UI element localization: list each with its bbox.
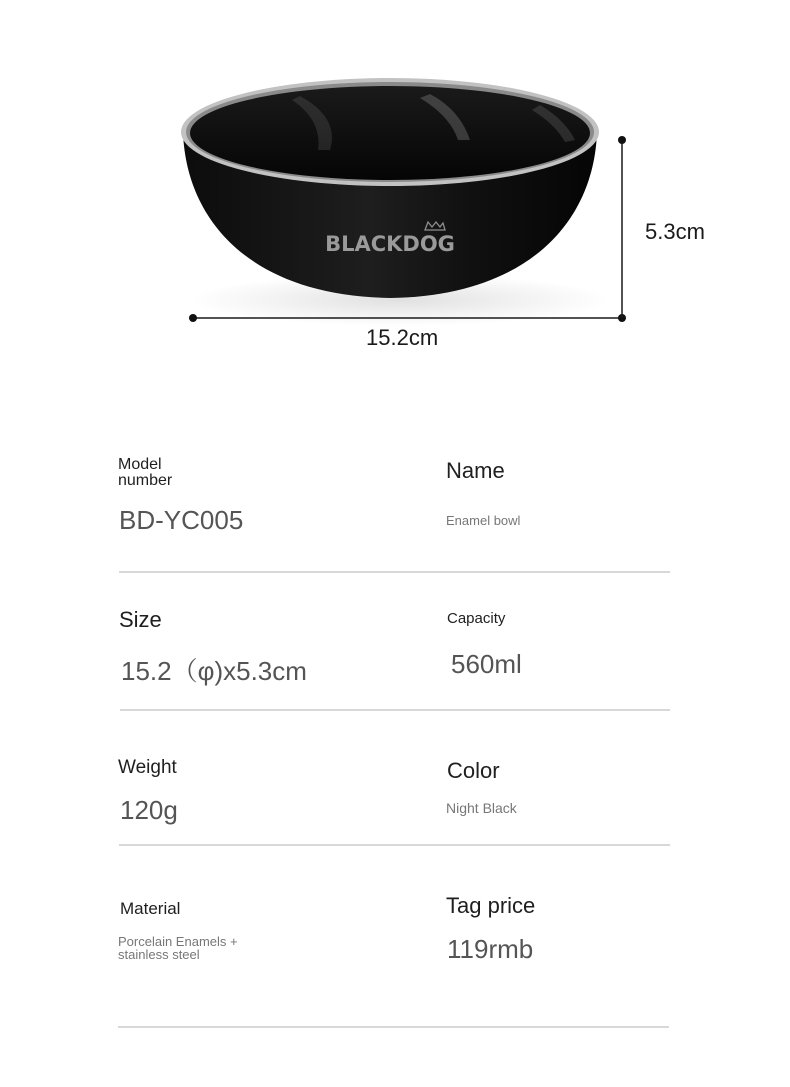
size-label: Size (119, 607, 162, 632)
weight-value: 120g (120, 795, 178, 825)
bowl-interior (190, 86, 590, 180)
width-dimension-dot-left (189, 314, 197, 322)
color-value: Night Black (446, 800, 517, 816)
tag-price-label: Tag price (446, 893, 536, 918)
name-label: Name (446, 458, 505, 483)
capacity-label: Capacity (447, 610, 506, 627)
height-dimension-dot-top (618, 136, 626, 144)
material-value: Porcelain Enamels + stainless steel (118, 934, 238, 962)
bowl-product-image (0, 0, 790, 380)
capacity-value: 560ml (451, 649, 522, 679)
height-dimension-label: 5.3cm (645, 219, 705, 244)
weight-label: Weight (118, 757, 177, 778)
name-value: Enamel bowl (446, 513, 521, 528)
row-divider (119, 571, 670, 573)
width-dimension-label: 15.2cm (366, 325, 439, 350)
brand-logo: BLACKDOG (325, 232, 455, 256)
color-label: Color (447, 758, 500, 783)
tag-price-value: 119rmb (447, 934, 534, 964)
model-number-label: Model number (118, 456, 173, 489)
model-number-value: BD-YC005 (119, 505, 244, 535)
material-label: Material (120, 899, 181, 918)
row-divider (120, 709, 670, 711)
size-value: 15.2（φ)x5.3cm (121, 656, 307, 686)
row-divider (118, 1026, 669, 1028)
row-divider (119, 844, 670, 846)
